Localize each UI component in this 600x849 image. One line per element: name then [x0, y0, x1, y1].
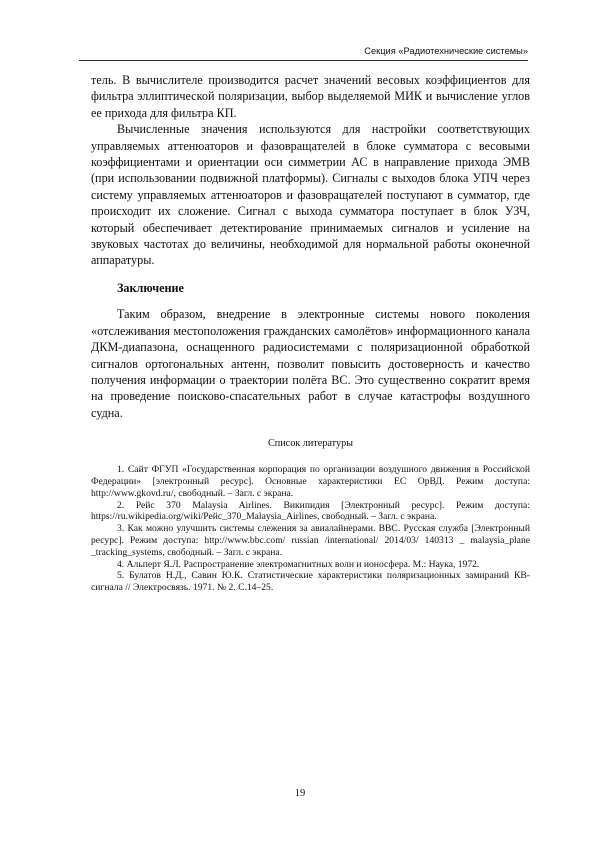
reference-number: 5. — [117, 570, 125, 582]
references-title: Список литературы — [267, 438, 354, 450]
reference-item — [91, 523, 530, 558]
paragraph-signal-processing: Вычисленные значения используются для настройки соответствующих управляемых аттенюаторов и фазовращателей в блоке сумматора с весовыми коэффициентами и ориентации оси симметрии АС в направление прихода ЭМВ (при использовании подвижной платформы). Сигналы с выходов блока УПЧ через систему управляемых аттенюаторов и фазовращателей поступают в сумматор, где происходит их сложение. Сигнал с выхода сумматора поступает в блок УЗЧ, который обеспечивает детектирование принимаемых сигналов и усиление на звуковых частотах до величины, необходимой для нормальной работы оконечной аппаратуры. — [91, 122, 530, 268]
reference-item — [91, 559, 530, 571]
reference-text: Сайт ФГУП «Государственная корпорация по организации воздушного движения в Российской Федерации» [электронный ресурс]. Основные характеристики ЕС ОрВД. Режим доступа: http://www.gkovd.ru/, свободный. – Загл. с экрана. — [91, 464, 530, 499]
paragraph-continuation: тель. В вычислителе производится расчет значений весовых коэффициентов для фильтра эллиптической поляризации, выбор выделяемой МИК и вычисление углов ее прихода для фильтра КП. — [91, 73, 530, 120]
reference-text: Рейс 370 Malaysia Airlines. Википидия [Электронный ресурс]. Режим доступа: https://ru.wikipedia.org/wiki/Рейс_370_Malaysia_Airlines, свободный. – Загл. с экрана. — [91, 499, 530, 523]
reference-item — [91, 570, 530, 594]
conclusion-heading: Заключение — [117, 280, 184, 295]
running-header: Секция «Радиотехнические системы» — [364, 46, 528, 56]
reference-text: Булатов Н.Д., Савин Ю.К. Статистические характеристики поляризационных замираний КВ-сигнала // Электросвязь. 1971. № 2. С.14–25. — [91, 570, 530, 594]
conclusion-paragraph: Таким образом, внедрение в электронные системы нового поколения «отслеживания местоположения гражданских самолётов» информационного канала ДКМ-диапазона, оснащенного радиосистемами с поляризационной обработкой сигналов ортогональных антенн, позволит повысить достоверность и качество получения информации о траектории полёта ВС. Это существенно сократит время на проведение поисково-спасательных работ в случае катастрофы воздушного судна. — [91, 307, 530, 420]
references-list — [91, 464, 530, 594]
page-number: 19 — [294, 788, 306, 799]
reference-text: Как можно улучшить системы слежения за авиалайнерами. BBC. Русская служба [Электронный ресурс]. Режим доступа: http://www.bbc.com/ russian /international/ 2014/03/ 140313 _ malaysia_plane _tracking_systems, свободный. – Загл. с экрана. — [91, 523, 531, 558]
reference-item — [91, 464, 530, 499]
reference-number: 2. — [117, 499, 125, 511]
reference-number: 1. — [117, 464, 125, 476]
article-body — [91, 72, 530, 594]
header-rule — [79, 60, 528, 61]
reference-text: Альперт Я.Л. Распространение электромагнитных волн и ионосфера. М.: Наука, 1972. — [126, 558, 480, 570]
reference-number: 4. — [117, 558, 125, 570]
reference-number: 3. — [117, 523, 125, 535]
reference-item — [91, 500, 530, 524]
